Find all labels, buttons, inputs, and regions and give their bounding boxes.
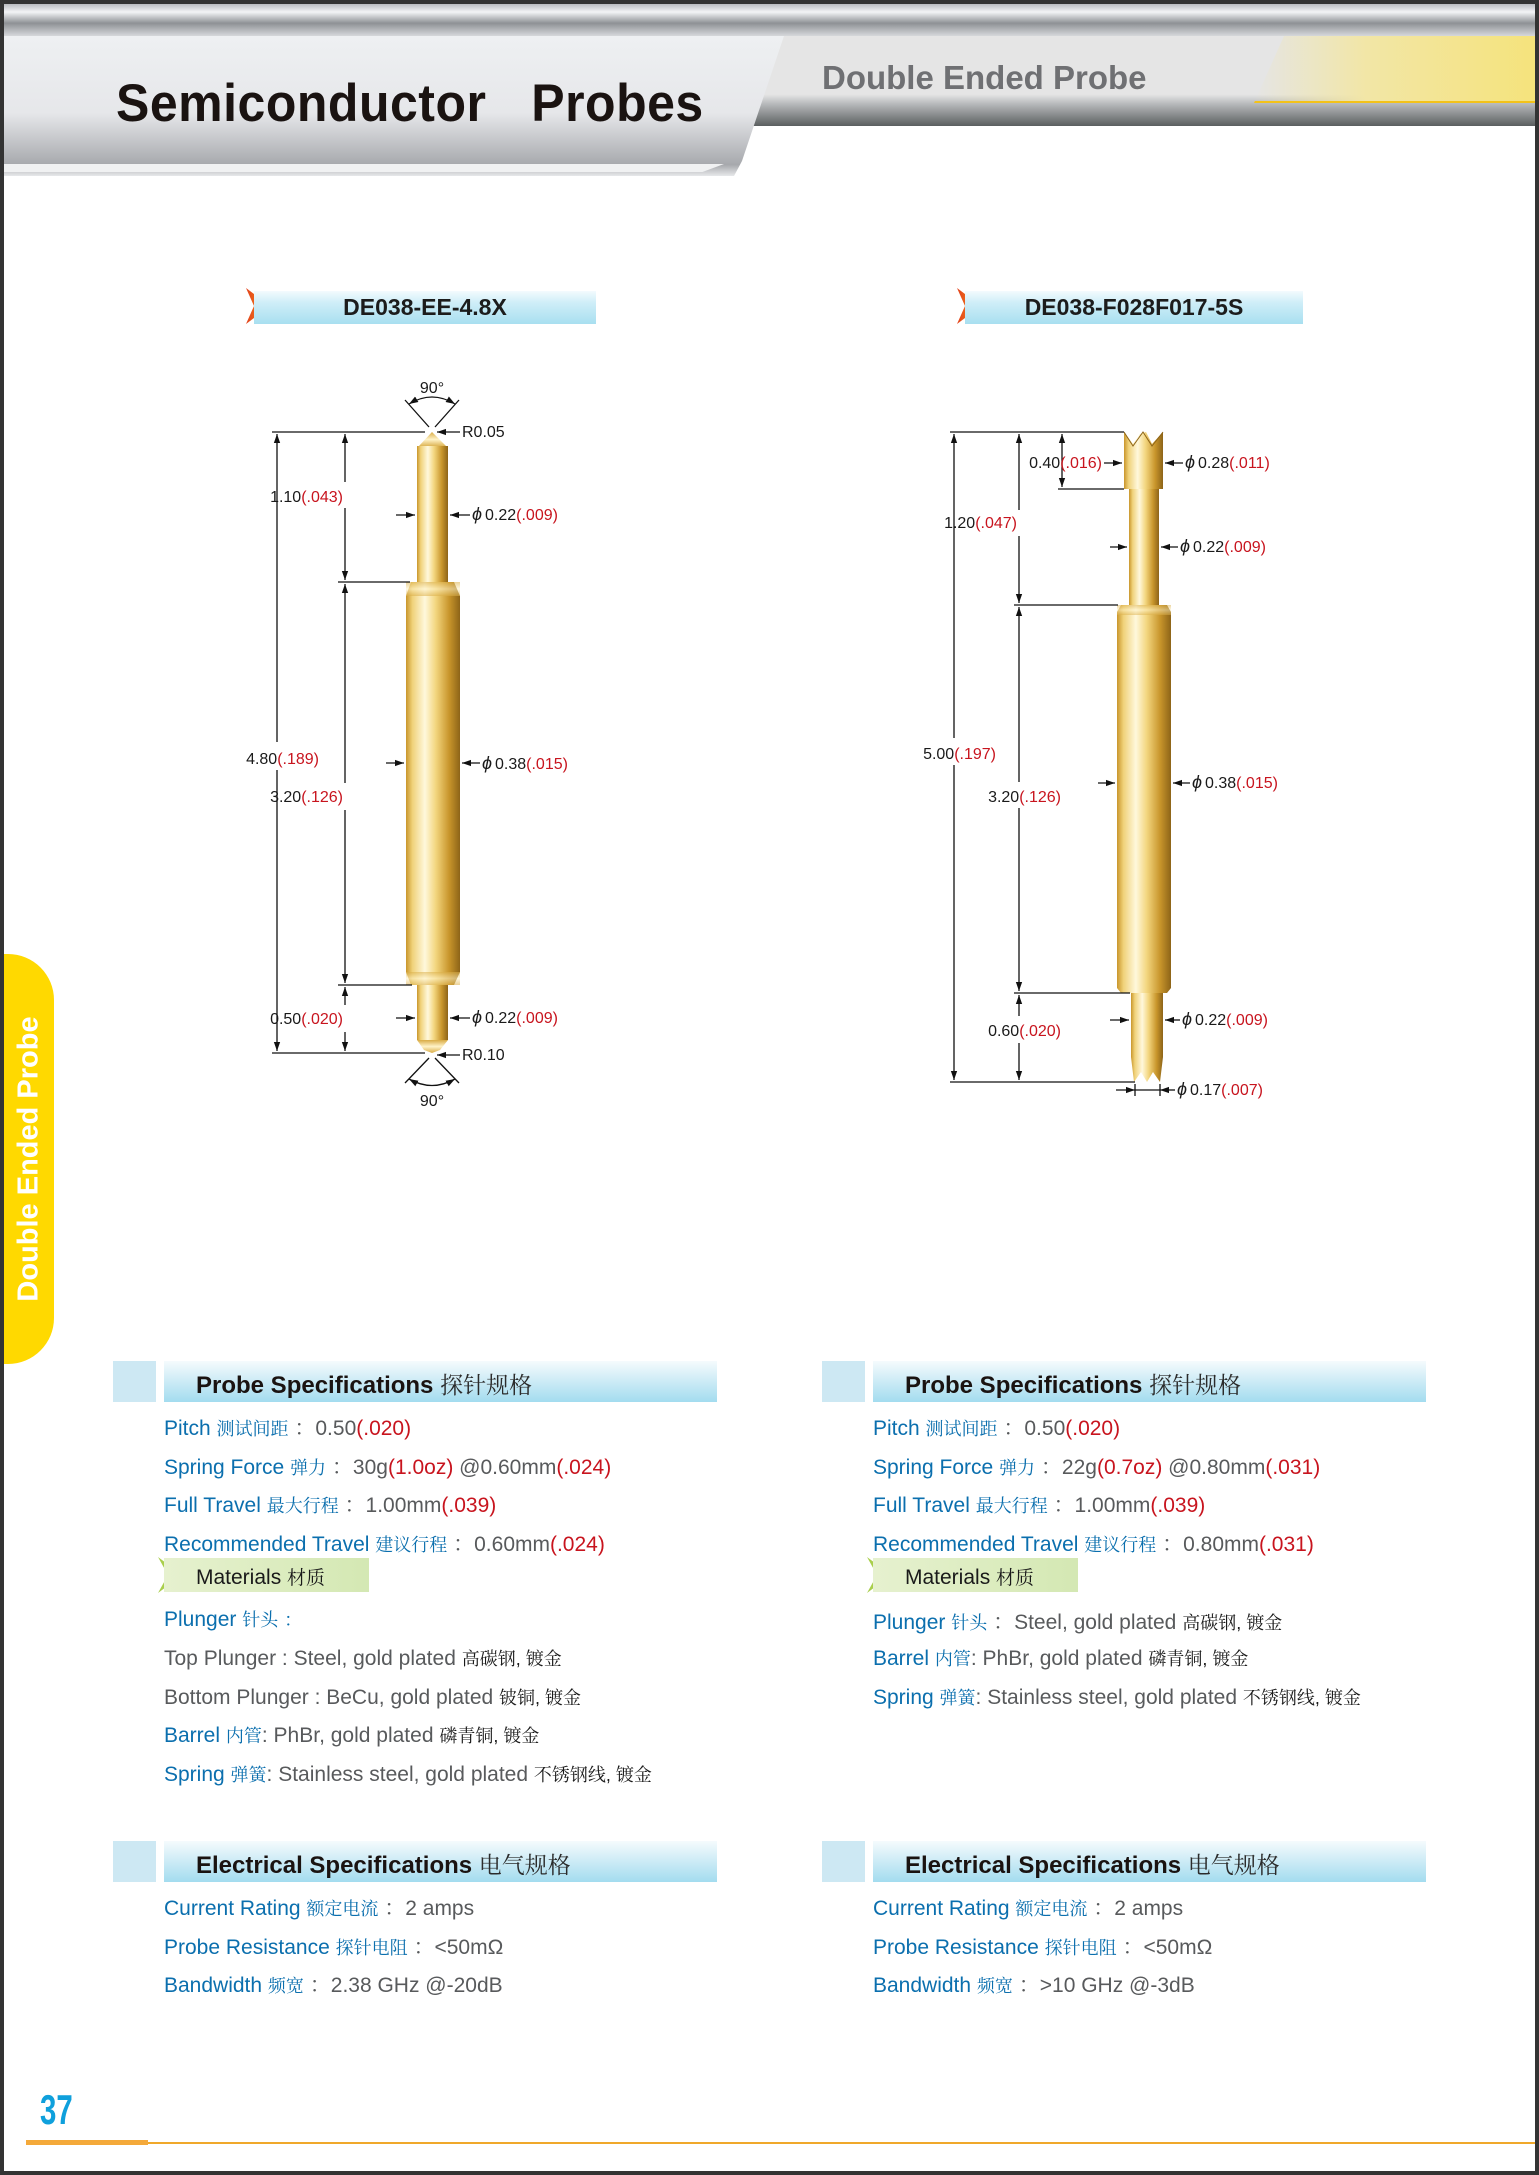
svg-text:0.60(.020) <box>988 1023 1061 1040</box>
spec-value-2: @0.60mm <box>453 1456 557 1479</box>
dim-dia-bottom-in: (.009) <box>1226 1012 1268 1029</box>
spec-row-recommended-travel <box>164 1528 605 1558</box>
dim-dia-tip: 0.17 <box>1190 1082 1222 1099</box>
probe-2-dimension-labels <box>923 452 1278 1099</box>
elec-row-current <box>164 1892 474 1922</box>
probe-2-barrel <box>1117 605 1171 993</box>
material-row-barrel <box>873 1645 1248 1671</box>
spec-value-in: (.020) <box>1065 1417 1121 1440</box>
material-row-spring <box>164 1761 652 1787</box>
side-tab-label: Double Ended Probe <box>12 1016 45 1302</box>
dim-len-bottom: 0.60 <box>988 1023 1020 1040</box>
material-label: Plunger <box>164 1608 237 1631</box>
spec-value: ：1.00mm <box>1053 1494 1151 1517</box>
material-value-cn: 不锈钢线, 镀金 <box>1242 1688 1361 1708</box>
spec-label: Spring Force <box>873 1456 994 1479</box>
probe-2-top-plunger <box>1129 489 1159 605</box>
spec-row-full-travel <box>164 1489 496 1519</box>
material-value-cn: 不锈钢线, 镀金 <box>533 1765 652 1785</box>
spec-row-pitch <box>873 1412 1120 1442</box>
material-label-cn: 针头 <box>951 1613 988 1633</box>
svg-text:0.40(.016) <box>1029 455 1102 472</box>
material-value: : PhBr, gold plated <box>261 1724 434 1747</box>
dim-total-in: (.189) <box>277 751 319 768</box>
material-value: : Stainless steel, gold plated <box>266 1763 529 1786</box>
section-marker <box>113 1361 156 1402</box>
dim-dia-barrel: 0.38 <box>495 756 527 773</box>
dim-total-in: (.197) <box>954 746 996 763</box>
svg-text:ϕ0.22(.009) <box>472 504 558 524</box>
diameter-symbol: ϕ <box>472 1007 483 1027</box>
dim-dia-top-in: (.009) <box>1224 539 1266 556</box>
dim-radius-top: R0.05 <box>462 424 505 441</box>
materials-title: Materials <box>196 1566 282 1589</box>
dim-dia-barrel-in: (.015) <box>526 756 568 773</box>
material-value-cn: 高碳钢, 镀金 <box>461 1649 562 1669</box>
dim-barrel: 3.20 <box>988 789 1020 806</box>
svg-text:1.20(.047) <box>944 515 1017 532</box>
material-label-cn: 内管 <box>934 1649 971 1669</box>
probe-1-top-plunger <box>417 446 448 582</box>
material-value-cn: 磷青铜, 镀金 <box>439 1726 540 1746</box>
elec-label: Probe Resistance <box>873 1936 1039 1959</box>
page-number: 37 <box>40 2086 73 2133</box>
probe-2-bottom-plunger <box>1131 993 1163 1057</box>
elec-label: Probe Resistance <box>164 1936 330 1959</box>
probe-1-bottom-tip <box>417 1040 448 1053</box>
elec-value: ：2.38 GHz @-20dB <box>309 1974 503 1997</box>
svg-text:ϕ0.22(.009) <box>1180 536 1266 556</box>
dim-len-bottom-in: (.020) <box>1019 1023 1061 1040</box>
elec-label-cn: 频宽 <box>976 1976 1013 1996</box>
spec-row-recommended-travel <box>873 1528 1314 1558</box>
elec-label-cn: 频宽 <box>267 1976 304 1996</box>
dim-len-top-in: (.043) <box>301 489 343 506</box>
dim-dia-tip-in: (.007) <box>1221 1082 1263 1099</box>
section-marker <box>822 1841 865 1882</box>
material-row-plunger <box>164 1606 302 1632</box>
material-value: : PhBr, gold plated <box>970 1647 1143 1670</box>
probe-2-body <box>1117 432 1171 1082</box>
catalog-page <box>4 4 1535 2171</box>
elec-value: ：<50mΩ <box>413 1936 504 1959</box>
materials-header-2 <box>873 1558 1078 1592</box>
spec-label-cn: 弹力 <box>290 1458 327 1478</box>
spec-label: Full Travel <box>873 1494 970 1517</box>
spec-label-cn: 建议行程 <box>1084 1535 1157 1555</box>
spec-label-cn: 最大行程 <box>975 1496 1048 1516</box>
elec-row-resistance <box>873 1931 1212 1961</box>
diameter-symbol: ϕ <box>482 753 493 773</box>
material-value: Bottom Plunger : BeCu, gold plated <box>164 1686 494 1709</box>
dim-angle-bottom: 90° <box>419 1093 445 1110</box>
spec-value-oz: (1.0oz) <box>387 1456 454 1479</box>
spec-value: ：30g <box>331 1456 388 1479</box>
section-marker <box>113 1841 156 1882</box>
dim-len-crown: 0.40 <box>1029 455 1061 472</box>
material-value: : Stainless steel, gold plated <box>975 1686 1238 1709</box>
dim-total: 4.80 <box>246 751 278 768</box>
material-label: Barrel <box>164 1724 221 1747</box>
spec-value: ：0.80mm <box>1162 1533 1259 1556</box>
material-label: Plunger <box>873 1611 946 1634</box>
footer-rule <box>26 2142 1535 2144</box>
dim-barrel: 3.20 <box>270 789 302 806</box>
svg-text:0.50(.020) <box>270 1011 343 1028</box>
spec-row-spring-force <box>873 1451 1320 1481</box>
dim-len-bottom-in: (.020) <box>301 1011 343 1028</box>
diameter-symbol: ϕ <box>1185 452 1196 472</box>
spec-value-in: (.020) <box>356 1417 412 1440</box>
material-row-barrel <box>164 1722 539 1748</box>
footer-rule-accent <box>26 2140 148 2145</box>
spec-value-in: (.039) <box>1150 1494 1206 1517</box>
material-row-bottom-plunger <box>164 1684 581 1710</box>
probe-specs-header-2 <box>873 1361 1426 1402</box>
elec-row-current <box>873 1892 1183 1922</box>
spec-label: Pitch <box>873 1417 920 1440</box>
electrical-specs-header-1 <box>164 1841 717 1882</box>
elec-row-resistance <box>164 1931 503 1961</box>
elec-row-bandwidth <box>873 1969 1195 1999</box>
dim-dia-top: 0.22 <box>1193 539 1225 556</box>
page-title: Semiconductor Probes <box>116 73 704 133</box>
material-label-cn: 内管 <box>225 1726 262 1746</box>
svg-text:5.00(.197) <box>923 746 996 763</box>
material-label-cn: 针头 <box>242 1610 279 1630</box>
material-value-cn: 高碳钢, 镀金 <box>1182 1613 1283 1633</box>
electrical-specs-title-cn: 电气规格 <box>1187 1853 1280 1879</box>
material-label: Spring <box>164 1763 225 1786</box>
svg-text:ϕ0.17(.007) <box>1177 1079 1263 1099</box>
dim-len-crown-in: (.016) <box>1060 455 1102 472</box>
probe-specs-title-cn: 探针规格 <box>1149 1373 1242 1399</box>
spec-value: ：22g <box>1040 1456 1097 1479</box>
material-label-cn: 弹簧 <box>939 1688 976 1708</box>
material-label: Spring <box>873 1686 934 1709</box>
material-value-cn: 铍铜, 镀金 <box>499 1688 582 1708</box>
diameter-symbol: ϕ <box>1177 1079 1188 1099</box>
svg-text:ϕ0.28(.011) <box>1185 452 1270 472</box>
material-row-top-plunger <box>164 1645 562 1671</box>
elec-row-bandwidth <box>164 1969 503 1999</box>
probe-specs-title-cn: 探针规格 <box>440 1373 533 1399</box>
probe-1-body <box>406 432 460 1053</box>
dim-total: 5.00 <box>923 746 955 763</box>
dim-angle-top: 90° <box>419 380 445 397</box>
svg-text:ϕ0.38(.015) <box>1192 772 1278 792</box>
probe-model-1: DE038-EE-4.8X <box>343 294 507 320</box>
diameter-symbol: ϕ <box>472 504 483 524</box>
dim-dia-bottom: 0.22 <box>485 1010 517 1027</box>
material-separator: ： <box>284 1610 303 1630</box>
elec-label: Bandwidth <box>873 1974 972 1997</box>
dim-dia-bottom: 0.22 <box>1195 1012 1227 1029</box>
dim-dia-barrel: 0.38 <box>1205 775 1237 792</box>
spec-value-in: (.024) <box>556 1456 612 1479</box>
spec-value: ：1.00mm <box>344 1494 442 1517</box>
spec-value-in: (.031) <box>1258 1533 1314 1556</box>
diameter-symbol: ϕ <box>1180 536 1191 556</box>
probe-model-2: DE038-F028F017-5S <box>1024 294 1244 320</box>
material-row-spring <box>873 1684 1361 1710</box>
probe-specs-title: Probe Specifications <box>905 1372 1143 1399</box>
elec-value: ：<50mΩ <box>1122 1936 1213 1959</box>
spec-label: Recommended Travel <box>873 1533 1079 1556</box>
materials-title: Materials <box>905 1566 991 1589</box>
elec-label-cn: 探针电阻 <box>335 1938 408 1958</box>
material-value: ：Steel, gold plated <box>993 1611 1177 1634</box>
electrical-specs-title-cn: 电气规格 <box>478 1853 571 1879</box>
spec-row-full-travel <box>873 1489 1205 1519</box>
electrical-specs-header-2 <box>873 1841 1426 1882</box>
material-value: Top Plunger : Steel, gold plated <box>164 1647 456 1670</box>
material-row-plunger <box>873 1606 1282 1636</box>
spec-label-cn: 测试间距 <box>216 1419 289 1439</box>
probe-2-bottom-crown <box>1131 1057 1163 1082</box>
elec-value: ：2 amps <box>1093 1897 1184 1920</box>
spec-label: Full Travel <box>164 1494 261 1517</box>
svg-text:3.20(.126) <box>988 789 1061 806</box>
section-subtitle: Double Ended Probe <box>822 59 1147 96</box>
probe-1-bottom-plunger <box>417 985 448 1040</box>
material-label-cn: 弹簧 <box>230 1765 267 1785</box>
dim-radius-bottom: R0.10 <box>462 1047 505 1064</box>
dim-dia-bottom-in: (.009) <box>516 1010 558 1027</box>
spec-value-in: (.031) <box>1265 1456 1321 1479</box>
dim-dia-top: 0.22 <box>485 507 517 524</box>
dim-barrel-in: (.126) <box>301 789 343 806</box>
spec-label-cn: 建议行程 <box>375 1535 448 1555</box>
probe-drawings <box>4 4 1535 1304</box>
spec-label-cn: 弹力 <box>999 1458 1036 1478</box>
spec-row-pitch <box>164 1412 411 1442</box>
materials-header-1 <box>164 1558 369 1592</box>
diameter-symbol: ϕ <box>1192 772 1203 792</box>
spec-value: ：0.50 <box>294 1417 357 1440</box>
elec-label: Current Rating <box>873 1897 1010 1920</box>
section-marker <box>822 1361 865 1402</box>
elec-label: Current Rating <box>164 1897 301 1920</box>
spec-label: Spring Force <box>164 1456 285 1479</box>
spec-value: ：0.50 <box>1003 1417 1066 1440</box>
spec-value-in: (.039) <box>441 1494 497 1517</box>
svg-text:1.10(.043) <box>270 489 343 506</box>
elec-value: ：>10 GHz @-3dB <box>1018 1974 1195 1997</box>
dim-len-top-in: (.047) <box>975 515 1017 532</box>
spec-value-in: (.024) <box>549 1533 605 1556</box>
material-value-cn: 磷青铜, 镀金 <box>1148 1649 1249 1669</box>
materials-title-cn: 材质 <box>287 1567 326 1589</box>
spec-label-cn: 最大行程 <box>266 1496 339 1516</box>
elec-value: ：2 amps <box>384 1897 475 1920</box>
spec-value-oz: (0.7oz) <box>1096 1456 1163 1479</box>
material-label: Barrel <box>873 1647 930 1670</box>
dim-dia-crown: 0.28 <box>1198 455 1230 472</box>
probe-specs-header-1 <box>164 1361 717 1402</box>
dim-len-top: 1.20 <box>944 515 976 532</box>
dim-len-bottom: 0.50 <box>270 1011 302 1028</box>
elec-label-cn: 额定电流 <box>306 1899 379 1919</box>
dim-dia-top-in: (.009) <box>516 507 558 524</box>
spec-label: Recommended Travel <box>164 1533 370 1556</box>
svg-text:ϕ0.22(.009) <box>472 1007 558 1027</box>
dim-dia-barrel-in: (.015) <box>1236 775 1278 792</box>
probe-1-top-tip <box>418 432 447 447</box>
spec-label: Pitch <box>164 1417 211 1440</box>
dim-len-top: 1.10 <box>270 489 302 506</box>
svg-text:ϕ0.22(.009) <box>1182 1009 1268 1029</box>
elec-label-cn: 额定电流 <box>1015 1899 1088 1919</box>
diameter-symbol: ϕ <box>1182 1009 1193 1029</box>
elec-label-cn: 探针电阻 <box>1044 1938 1117 1958</box>
probe-1-barrel <box>406 582 460 985</box>
svg-text:4.80(.189) <box>246 751 319 768</box>
spec-value-2: @0.80mm <box>1162 1456 1266 1479</box>
spec-value: ：0.60mm <box>453 1533 550 1556</box>
materials-title-cn: 材质 <box>996 1567 1035 1589</box>
svg-text:ϕ0.38(.015) <box>482 753 568 773</box>
electrical-specs-title: Electrical Specifications <box>196 1852 473 1879</box>
spec-label-cn: 测试间距 <box>925 1419 998 1439</box>
dim-dia-crown-in: (.011) <box>1229 455 1270 472</box>
electrical-specs-title: Electrical Specifications <box>905 1852 1182 1879</box>
dim-barrel-in: (.126) <box>1019 789 1061 806</box>
svg-text:3.20(.126) <box>270 789 343 806</box>
elec-label: Bandwidth <box>164 1974 263 1997</box>
spec-row-spring-force <box>164 1451 611 1481</box>
probe-specs-title: Probe Specifications <box>196 1372 434 1399</box>
